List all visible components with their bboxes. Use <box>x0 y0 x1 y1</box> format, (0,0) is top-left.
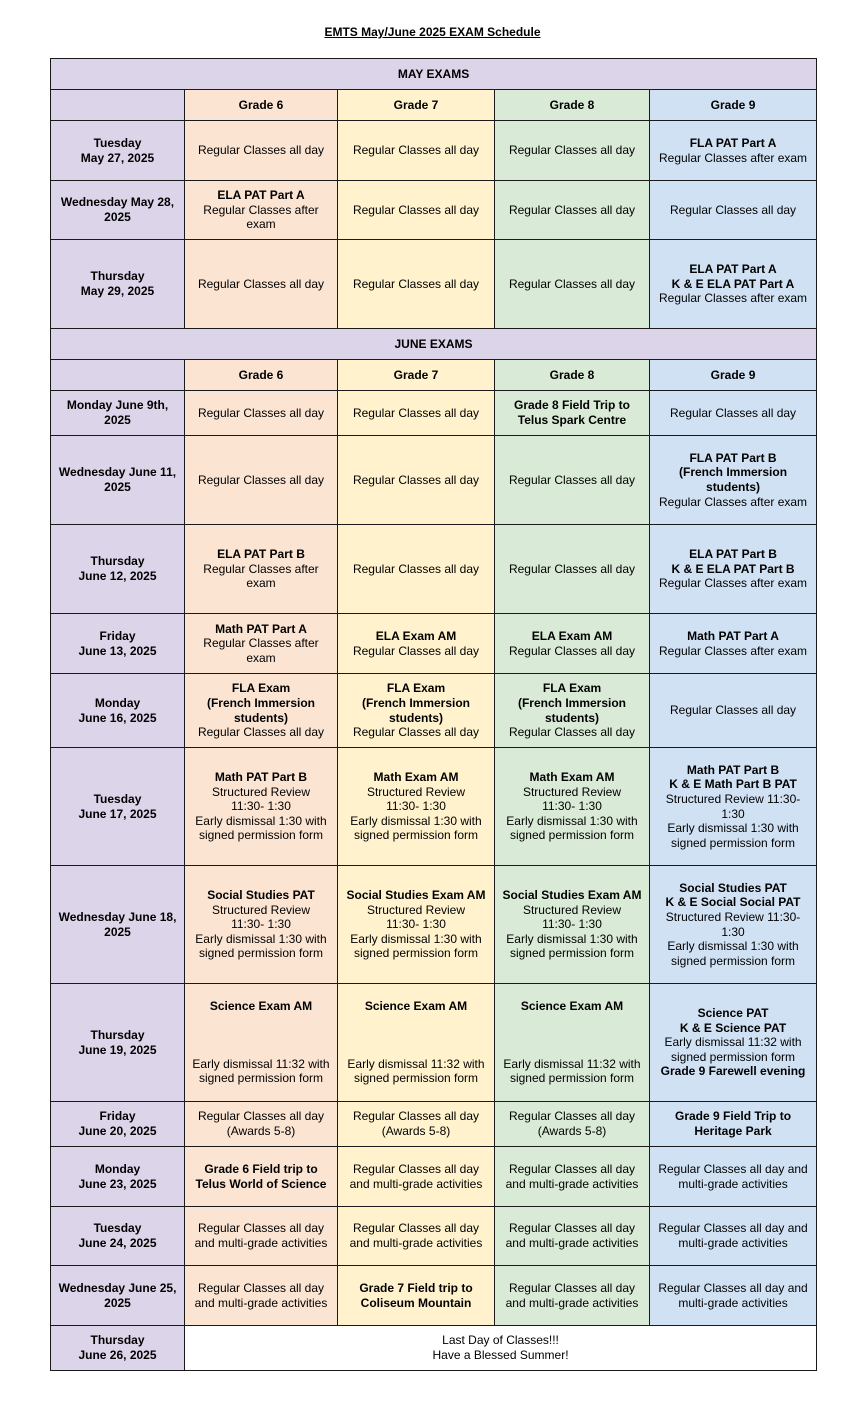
may-grade-header: Grade 8 <box>495 90 650 121</box>
grade-7-cell <box>338 984 495 1102</box>
event-title: Science PAT <box>697 1006 769 1021</box>
event-title: (French Immersion students) <box>517 695 627 725</box>
may-section-header: MAY EXAMS <box>51 59 817 90</box>
grade-6-cell <box>185 1102 338 1147</box>
grade-9-cell <box>650 748 817 866</box>
date-cell <box>51 1147 185 1207</box>
date-line: Monday <box>94 695 141 710</box>
grade-7-cell <box>338 121 495 181</box>
grade-8-cell <box>495 1207 650 1266</box>
date-line: May 27, 2025 <box>80 150 155 165</box>
date-cell <box>51 525 185 614</box>
event-title: Science Exam AM <box>209 999 313 1014</box>
grade-7-cell <box>338 748 495 866</box>
message-line: Have a Blessed Summer! <box>432 1348 569 1362</box>
event-detail: Regular Classes all day <box>352 561 480 576</box>
event-detail: 11:30- 1:30 <box>386 799 446 814</box>
event-detail: Regular Classes all day <box>352 472 480 487</box>
event-detail: Regular Classes all day <box>352 1109 480 1124</box>
grade-9-cell <box>650 984 817 1102</box>
event-detail: Regular Classes all day and multi-grade activities <box>194 1280 328 1310</box>
event-detail: Regular Classes all day <box>508 472 636 487</box>
event-detail: Regular Classes all day and multi-grade activities <box>658 1161 808 1191</box>
grade-6-cell <box>185 984 338 1102</box>
event-detail: Regular Classes all day <box>352 643 480 658</box>
event-title: Social Studies Exam AM <box>502 888 642 903</box>
grade-8-cell <box>495 1266 650 1326</box>
grade-8-cell <box>495 436 650 525</box>
date-line: June 20, 2025 <box>78 1124 157 1138</box>
event-detail: Early dismissal 1:30 with signed permission form <box>506 931 638 961</box>
grade-7-cell <box>338 614 495 674</box>
event-detail: Regular Classes all day and multi-grade activities <box>505 1161 639 1191</box>
date-line: Monday <box>94 1161 141 1176</box>
grade-7-cell <box>338 240 495 329</box>
event-detail: Structured Review 11:30- 1:30 <box>665 909 801 939</box>
event-detail: Regular Classes all day <box>197 725 325 740</box>
table-row <box>51 748 817 866</box>
june-grade-header-row <box>51 360 817 391</box>
date-line: Thursday <box>90 269 145 284</box>
june-section-header: JUNE EXAMS <box>51 329 817 360</box>
event-detail: 11:30- 1:30 <box>542 799 602 814</box>
event-detail: Regular Classes after exam <box>658 494 808 509</box>
grade-8-cell <box>495 391 650 436</box>
june-section-row <box>51 329 817 360</box>
event-detail: Regular Classes all day <box>352 276 480 291</box>
event-title: Math PAT Part B <box>686 762 780 777</box>
table-row <box>51 674 817 748</box>
last-day-message <box>185 1326 817 1371</box>
event-detail: Regular Classes after exam <box>203 202 319 232</box>
grade-7-cell <box>338 391 495 436</box>
event-title: FLA Exam <box>386 681 446 696</box>
event-detail: Structured Review <box>366 902 466 917</box>
event-title: Math PAT Part A <box>215 621 307 636</box>
grade-9-cell <box>650 1207 817 1266</box>
event-title: K & E ELA PAT Part A <box>671 276 795 291</box>
grade-9-cell <box>650 240 817 329</box>
event-detail: Regular Classes after exam <box>658 643 808 658</box>
event-title: Social Studies PAT <box>207 888 315 903</box>
may-grade-header-row <box>51 90 817 121</box>
event-detail: (Awards 5-8) <box>537 1124 607 1138</box>
event-detail: Regular Classes all day <box>352 405 480 420</box>
june-grade-header: Grade 6 <box>185 360 338 391</box>
may-corner-cell <box>51 90 185 121</box>
table-row <box>51 1207 817 1266</box>
event-detail: Regular Classes all day and multi-grade activities <box>349 1221 483 1250</box>
event-title: Grade 9 Farewell evening <box>660 1064 806 1079</box>
event-detail: Regular Classes after exam <box>203 561 319 591</box>
event-detail: 11:30- 1:30 <box>231 917 291 932</box>
date-line: Wednesday June 25, 2025 <box>58 1280 177 1310</box>
event-title: Grade 8 Field Trip to Telus Spark Centre <box>513 398 631 427</box>
event-title: Math PAT Part B <box>214 770 308 785</box>
date-line: Wednesday May 28, 2025 <box>60 195 175 224</box>
event-title: ELA PAT Part B <box>689 547 777 562</box>
june-grade-header: Grade 8 <box>495 360 650 391</box>
spacer <box>499 1014 645 1057</box>
grade-6-cell <box>185 240 338 329</box>
date-line: June 23, 2025 <box>78 1176 157 1191</box>
event-detail: Early dismissal 1:30 with signed permission form <box>195 931 327 961</box>
spacer <box>342 1014 490 1057</box>
grade-9-cell <box>650 1147 817 1207</box>
table-row <box>51 240 817 329</box>
table-row <box>51 984 817 1102</box>
date-line: Friday <box>99 628 136 643</box>
grade-7-cell <box>338 674 495 748</box>
date-line: Wednesday June 18, 2025 <box>58 909 177 939</box>
grade-7-cell <box>338 1147 495 1207</box>
grade-9-cell <box>650 866 817 984</box>
grade-7-cell <box>338 866 495 984</box>
event-detail: Regular Classes all day and multi-grade activities <box>349 1161 483 1191</box>
date-cell <box>51 984 185 1102</box>
grade-7-cell <box>338 1266 495 1326</box>
grade-7-cell <box>338 181 495 240</box>
table-row <box>51 525 817 614</box>
june-corner-cell <box>51 360 185 391</box>
event-detail: Regular Classes all day <box>508 561 636 576</box>
grade-6-cell <box>185 1147 338 1207</box>
date-cell <box>51 614 185 674</box>
grade-8-cell <box>495 674 650 748</box>
event-detail: Early dismissal 1:30 with signed permission form <box>667 939 799 968</box>
event-detail: Structured Review <box>211 784 311 799</box>
event-title: (French Immersion students) <box>206 695 316 725</box>
grade-8-cell <box>495 1102 650 1147</box>
date-cell <box>51 674 185 748</box>
date-line: June 16, 2025 <box>78 710 157 725</box>
event-detail: Regular Classes all day and multi-grade activities <box>194 1221 328 1250</box>
table-row <box>51 866 817 984</box>
event-detail: Early dismissal 1:30 with signed permission form <box>506 813 638 843</box>
date-line: Thursday <box>90 1027 145 1042</box>
grade-6-cell <box>185 614 338 674</box>
event-detail: Regular Classes all day and multi-grade activities <box>658 1280 808 1310</box>
event-detail: 11:30- 1:30 <box>542 917 602 932</box>
date-line: June 17, 2025 <box>78 806 157 821</box>
grade-8-cell <box>495 121 650 181</box>
event-detail: Regular Classes after exam <box>658 291 808 306</box>
date-cell <box>51 866 185 984</box>
event-title: ELA Exam AM <box>375 628 457 643</box>
event-detail: Regular Classes all day <box>197 143 325 158</box>
grade-6-cell <box>185 866 338 984</box>
event-title: K & E Science PAT <box>679 1020 787 1035</box>
event-detail: Structured Review <box>211 902 311 917</box>
event-detail: (Awards 5-8) <box>381 1124 451 1138</box>
grade-8-cell <box>495 525 650 614</box>
grade-9-cell <box>650 614 817 674</box>
event-detail: Regular Classes all day and multi-grade activities <box>505 1280 639 1310</box>
event-title: ELA PAT Part A <box>689 262 777 277</box>
event-title: Math Exam AM <box>373 770 459 785</box>
date-cell <box>51 121 185 181</box>
date-line: Thursday <box>90 554 145 569</box>
grade-6-cell <box>185 121 338 181</box>
grade-9-cell <box>650 1102 817 1147</box>
event-detail: Regular Classes after exam <box>203 636 319 665</box>
event-detail: Structured Review 11:30- 1:30 <box>665 791 801 821</box>
date-line: June 26, 2025 <box>78 1348 157 1362</box>
event-title: Grade 7 Field trip to Coliseum Mountain <box>359 1280 473 1310</box>
event-title: K & E Math Part B PAT <box>669 777 797 792</box>
event-title: Grade 9 Field Trip to Heritage Park <box>675 1109 792 1138</box>
date-cell <box>51 181 185 240</box>
event-detail: (Awards 5-8) <box>226 1124 296 1138</box>
event-detail: Regular Classes all day <box>197 1109 325 1124</box>
date-cell <box>51 748 185 866</box>
grade-6-cell <box>185 1266 338 1326</box>
table-row <box>51 391 817 436</box>
event-detail: Regular Classes all day <box>508 725 636 740</box>
event-title: Math Exam AM <box>529 770 615 785</box>
grade-6-cell <box>185 391 338 436</box>
event-detail: Regular Classes all day and multi-grade activities <box>505 1221 639 1250</box>
event-detail: Regular Classes all day <box>508 1109 636 1124</box>
date-line: Tuesday <box>93 135 142 150</box>
event-title: Social Studies Exam AM <box>346 888 486 903</box>
event-detail: Regular Classes after exam <box>658 576 808 591</box>
grade-6-cell <box>185 436 338 525</box>
grade-8-cell <box>495 240 650 329</box>
grade-6-cell <box>185 748 338 866</box>
message-line: Last Day of Classes!!! <box>442 1333 559 1348</box>
date-cell <box>51 1102 185 1147</box>
grade-9-cell <box>650 391 817 436</box>
event-title: Science Exam AM <box>520 999 624 1014</box>
page-title: EMTS May/June 2025 EXAM Schedule <box>324 25 541 39</box>
date-line: Tuesday <box>93 791 142 806</box>
date-line: May 29, 2025 <box>80 284 155 298</box>
grade-9-cell <box>650 1266 817 1326</box>
event-title: ELA PAT Part A <box>217 188 305 203</box>
event-detail: Regular Classes all day <box>352 143 480 158</box>
event-detail: Structured Review <box>366 784 466 799</box>
grade-9-cell <box>650 181 817 240</box>
event-detail: Early dismissal 11:32 with signed permission form <box>503 1056 641 1086</box>
event-detail: Regular Classes all day <box>197 276 325 291</box>
grade-7-cell <box>338 525 495 614</box>
event-detail: Regular Classes all day <box>508 143 636 158</box>
date-cell <box>51 1326 185 1371</box>
may-grade-header: Grade 7 <box>338 90 495 121</box>
table-row <box>51 1102 817 1147</box>
may-grade-header: Grade 6 <box>185 90 338 121</box>
event-detail: 11:30- 1:30 <box>231 799 291 814</box>
grade-8-cell <box>495 866 650 984</box>
event-title: (French Immersion students) <box>361 695 471 725</box>
june-grade-header: Grade 9 <box>650 360 817 391</box>
event-detail: 11:30- 1:30 <box>386 917 446 932</box>
event-detail: Regular Classes all day <box>508 643 636 658</box>
may-section-row <box>51 59 817 90</box>
event-title: Math PAT Part A <box>687 628 779 643</box>
event-detail: Regular Classes all day and multi-grade activities <box>658 1221 808 1250</box>
table-row <box>51 614 817 674</box>
grade-8-cell <box>495 181 650 240</box>
table-row <box>51 121 817 181</box>
grade-7-cell <box>338 1102 495 1147</box>
event-title: (French Immersion students) <box>679 465 788 494</box>
date-line: Friday <box>99 1109 136 1124</box>
event-title: ELA PAT Part B <box>217 547 305 562</box>
grade-6-cell <box>185 181 338 240</box>
event-title: FLA PAT Part B <box>689 450 777 465</box>
event-title: FLA Exam <box>231 681 291 696</box>
event-detail: Early dismissal 1:30 with signed permission form <box>195 813 327 843</box>
event-title: FLA PAT Part A <box>689 135 777 150</box>
grade-8-cell <box>495 748 650 866</box>
date-cell <box>51 436 185 525</box>
grade-7-cell <box>338 436 495 525</box>
event-detail: Regular Classes all day <box>197 405 325 420</box>
exam-schedule-table <box>50 58 817 1371</box>
date-line: June 12, 2025 <box>78 569 157 583</box>
event-detail: Regular Classes all day <box>508 202 636 217</box>
event-detail: Early dismissal 1:30 with signed permission form <box>350 931 482 961</box>
grade-6-cell <box>185 1207 338 1266</box>
grade-9-cell <box>650 121 817 181</box>
may-grade-header: Grade 9 <box>650 90 817 121</box>
event-title: FLA Exam <box>542 681 602 696</box>
table-row <box>51 436 817 525</box>
event-detail: Regular Classes all day <box>352 202 480 217</box>
event-detail: Early dismissal 1:30 with signed permission form <box>667 821 799 850</box>
grade-6-cell <box>185 525 338 614</box>
event-detail: Regular Classes all day <box>669 202 797 217</box>
date-line: Thursday <box>90 1333 145 1348</box>
event-detail: Structured Review <box>522 784 622 799</box>
event-title: Science Exam AM <box>364 999 468 1014</box>
event-detail: Regular Classes after exam <box>658 150 808 165</box>
event-title: K & E ELA PAT Part B <box>671 561 795 576</box>
date-line: June 13, 2025 <box>78 643 157 658</box>
event-detail: Regular Classes all day <box>669 703 797 718</box>
june-grade-header: Grade 7 <box>338 360 495 391</box>
table-row <box>51 1266 817 1326</box>
grade-9-cell <box>650 674 817 748</box>
event-title: ELA Exam AM <box>531 628 613 643</box>
event-detail: Regular Classes all day <box>197 472 325 487</box>
event-detail: Regular Classes all day <box>508 276 636 291</box>
date-line: June 24, 2025 <box>78 1236 157 1250</box>
event-detail: Structured Review <box>522 902 622 917</box>
grade-9-cell <box>650 436 817 525</box>
date-cell <box>51 391 185 436</box>
table-row <box>51 1147 817 1207</box>
date-cell <box>51 1266 185 1326</box>
grade-7-cell <box>338 1207 495 1266</box>
last-day-row <box>51 1326 817 1371</box>
date-line: June 19, 2025 <box>78 1042 157 1057</box>
spacer <box>189 1014 333 1057</box>
event-detail: Regular Classes all day <box>352 725 480 740</box>
event-detail: Early dismissal 1:30 with signed permission form <box>350 813 482 843</box>
event-title: Social Studies PAT <box>679 880 787 895</box>
event-title: Grade 6 Field trip to Telus World of Science <box>195 1161 327 1191</box>
grade-8-cell <box>495 984 650 1102</box>
event-title: K & E Social Social PAT <box>665 895 801 910</box>
event-detail: Regular Classes all day <box>669 405 797 420</box>
grade-9-cell <box>650 525 817 614</box>
date-line: Wednesday June 11, 2025 <box>58 465 177 494</box>
date-cell <box>51 1207 185 1266</box>
date-cell <box>51 240 185 329</box>
event-detail: Early dismissal 11:32 with signed permission form <box>347 1056 485 1086</box>
event-detail: Early dismissal 11:32 with signed permission form <box>192 1056 330 1086</box>
grade-8-cell <box>495 1147 650 1207</box>
grade-6-cell <box>185 674 338 748</box>
date-line: Monday June 9th, 2025 <box>66 398 169 427</box>
event-detail: Early dismissal 11:32 with signed permission form <box>664 1035 802 1064</box>
table-row <box>51 181 817 240</box>
date-line: Tuesday <box>93 1221 142 1236</box>
grade-8-cell <box>495 614 650 674</box>
